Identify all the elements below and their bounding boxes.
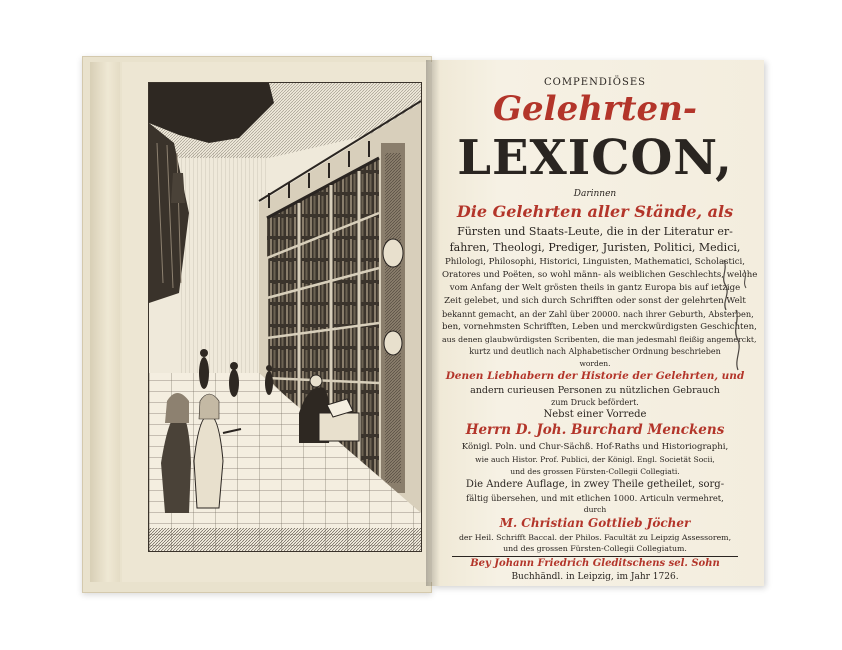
text-line-12: bekannt gemacht, an der Zahl über 20000. nach ihrer Geburth, Absterben, <box>442 309 754 319</box>
text-line-10: vom Anfang der Welt grösten theils in gantz Europa bis auf ietzige <box>449 283 741 293</box>
text-line-9: Oratores und Poëten, so wohl männ- als weiblichen Geschlechts, welche <box>442 270 758 280</box>
title-gelehrten: Gelehrten- <box>492 89 698 129</box>
frontispiece-engraving <box>148 82 422 552</box>
text-line-23: wie auch Histor. Prof. Publici, der Königl. Engl. Societät Socii, <box>475 455 715 464</box>
imprint-place-date: Buchhändl. in Leipzig, im Jahr 1726. <box>511 572 679 582</box>
text-line-26: fältig übersehen, und mit etlichen 1000. Articuln vermehret, <box>466 493 724 503</box>
library-engraving-illustration <box>149 83 421 551</box>
text-line-11: Zeit gelebet, und sich durch Schrifften oder sonst der gelehrten Welt <box>444 296 746 306</box>
text-line-15: kurtz und deutlich nach Alphabetischer Ordnung beschrieben <box>469 347 721 356</box>
text-line-29: der Heil. Schrifft Baccal. der Philos. Facultät zu Leipzig Assessorem, <box>458 533 732 542</box>
cover-edge <box>90 62 120 582</box>
text-line-14: aus denen glaubwürdigsten Scribenten, die man jedesmahl fleißig angemerckt, <box>442 335 757 344</box>
handwritten-margin-note <box>714 250 754 390</box>
text-line-24: und des grossen Fürsten-Collegii Collegiati. <box>510 467 680 476</box>
text-darinnen: Darinnen <box>573 189 617 199</box>
text-line-18: andern curieusen Personen zu nützlichen Gebrauch <box>470 385 720 396</box>
text-line-17: Denen Liebhabern der Historie der Gelehrten, und <box>445 370 745 382</box>
text-line-28: M. Christian Gottlieb Jöcher <box>499 516 691 530</box>
text-line-20: Nebst einer Vorrede <box>543 409 647 420</box>
text-line-21: Herrn D. Joh. Burchard Menckens <box>465 422 725 438</box>
title-lexicon: LEXICON, <box>457 130 733 186</box>
text-line-6: Fürsten und Staats-Leute, die in der Literatur er- <box>457 225 733 238</box>
text-line-13: ben, vornehmsten Schrifften, Leben und merckwürdigsten Geschichten, <box>442 322 757 332</box>
imprint-publisher: Bey Johann Friedrich Gleditschens sel. Sohn <box>470 558 720 569</box>
book-gutter <box>426 60 440 586</box>
imprint-rule <box>452 556 738 557</box>
title-prefix: COMPENDIÖSES <box>543 77 647 88</box>
text-line-7: fahren, Theologi, Prediger, Juristen, Politici, Medici, <box>449 241 741 254</box>
text-line-22: Königl. Poln. und Chur-Sächß. Hof-Raths und Historiographi, <box>461 442 729 452</box>
text-line-5: Die Gelehrten aller Stände, als <box>456 202 734 221</box>
open-book <box>82 52 764 597</box>
text-line-30: und des grossen Fürsten-Collegii Collegiatum. <box>503 544 687 553</box>
text-line-8: Philologi, Philosophi, Historici, Linguisten, Mathematici, Scholastici, <box>444 257 745 267</box>
text-line-27: durch <box>583 505 607 514</box>
text-line-25: Die Andere Auflage, in zwey Theile getheilet, sorg- <box>465 479 725 490</box>
text-line-16: worden. <box>579 359 611 368</box>
text-line-19: zum Druck befördert. <box>551 398 639 407</box>
